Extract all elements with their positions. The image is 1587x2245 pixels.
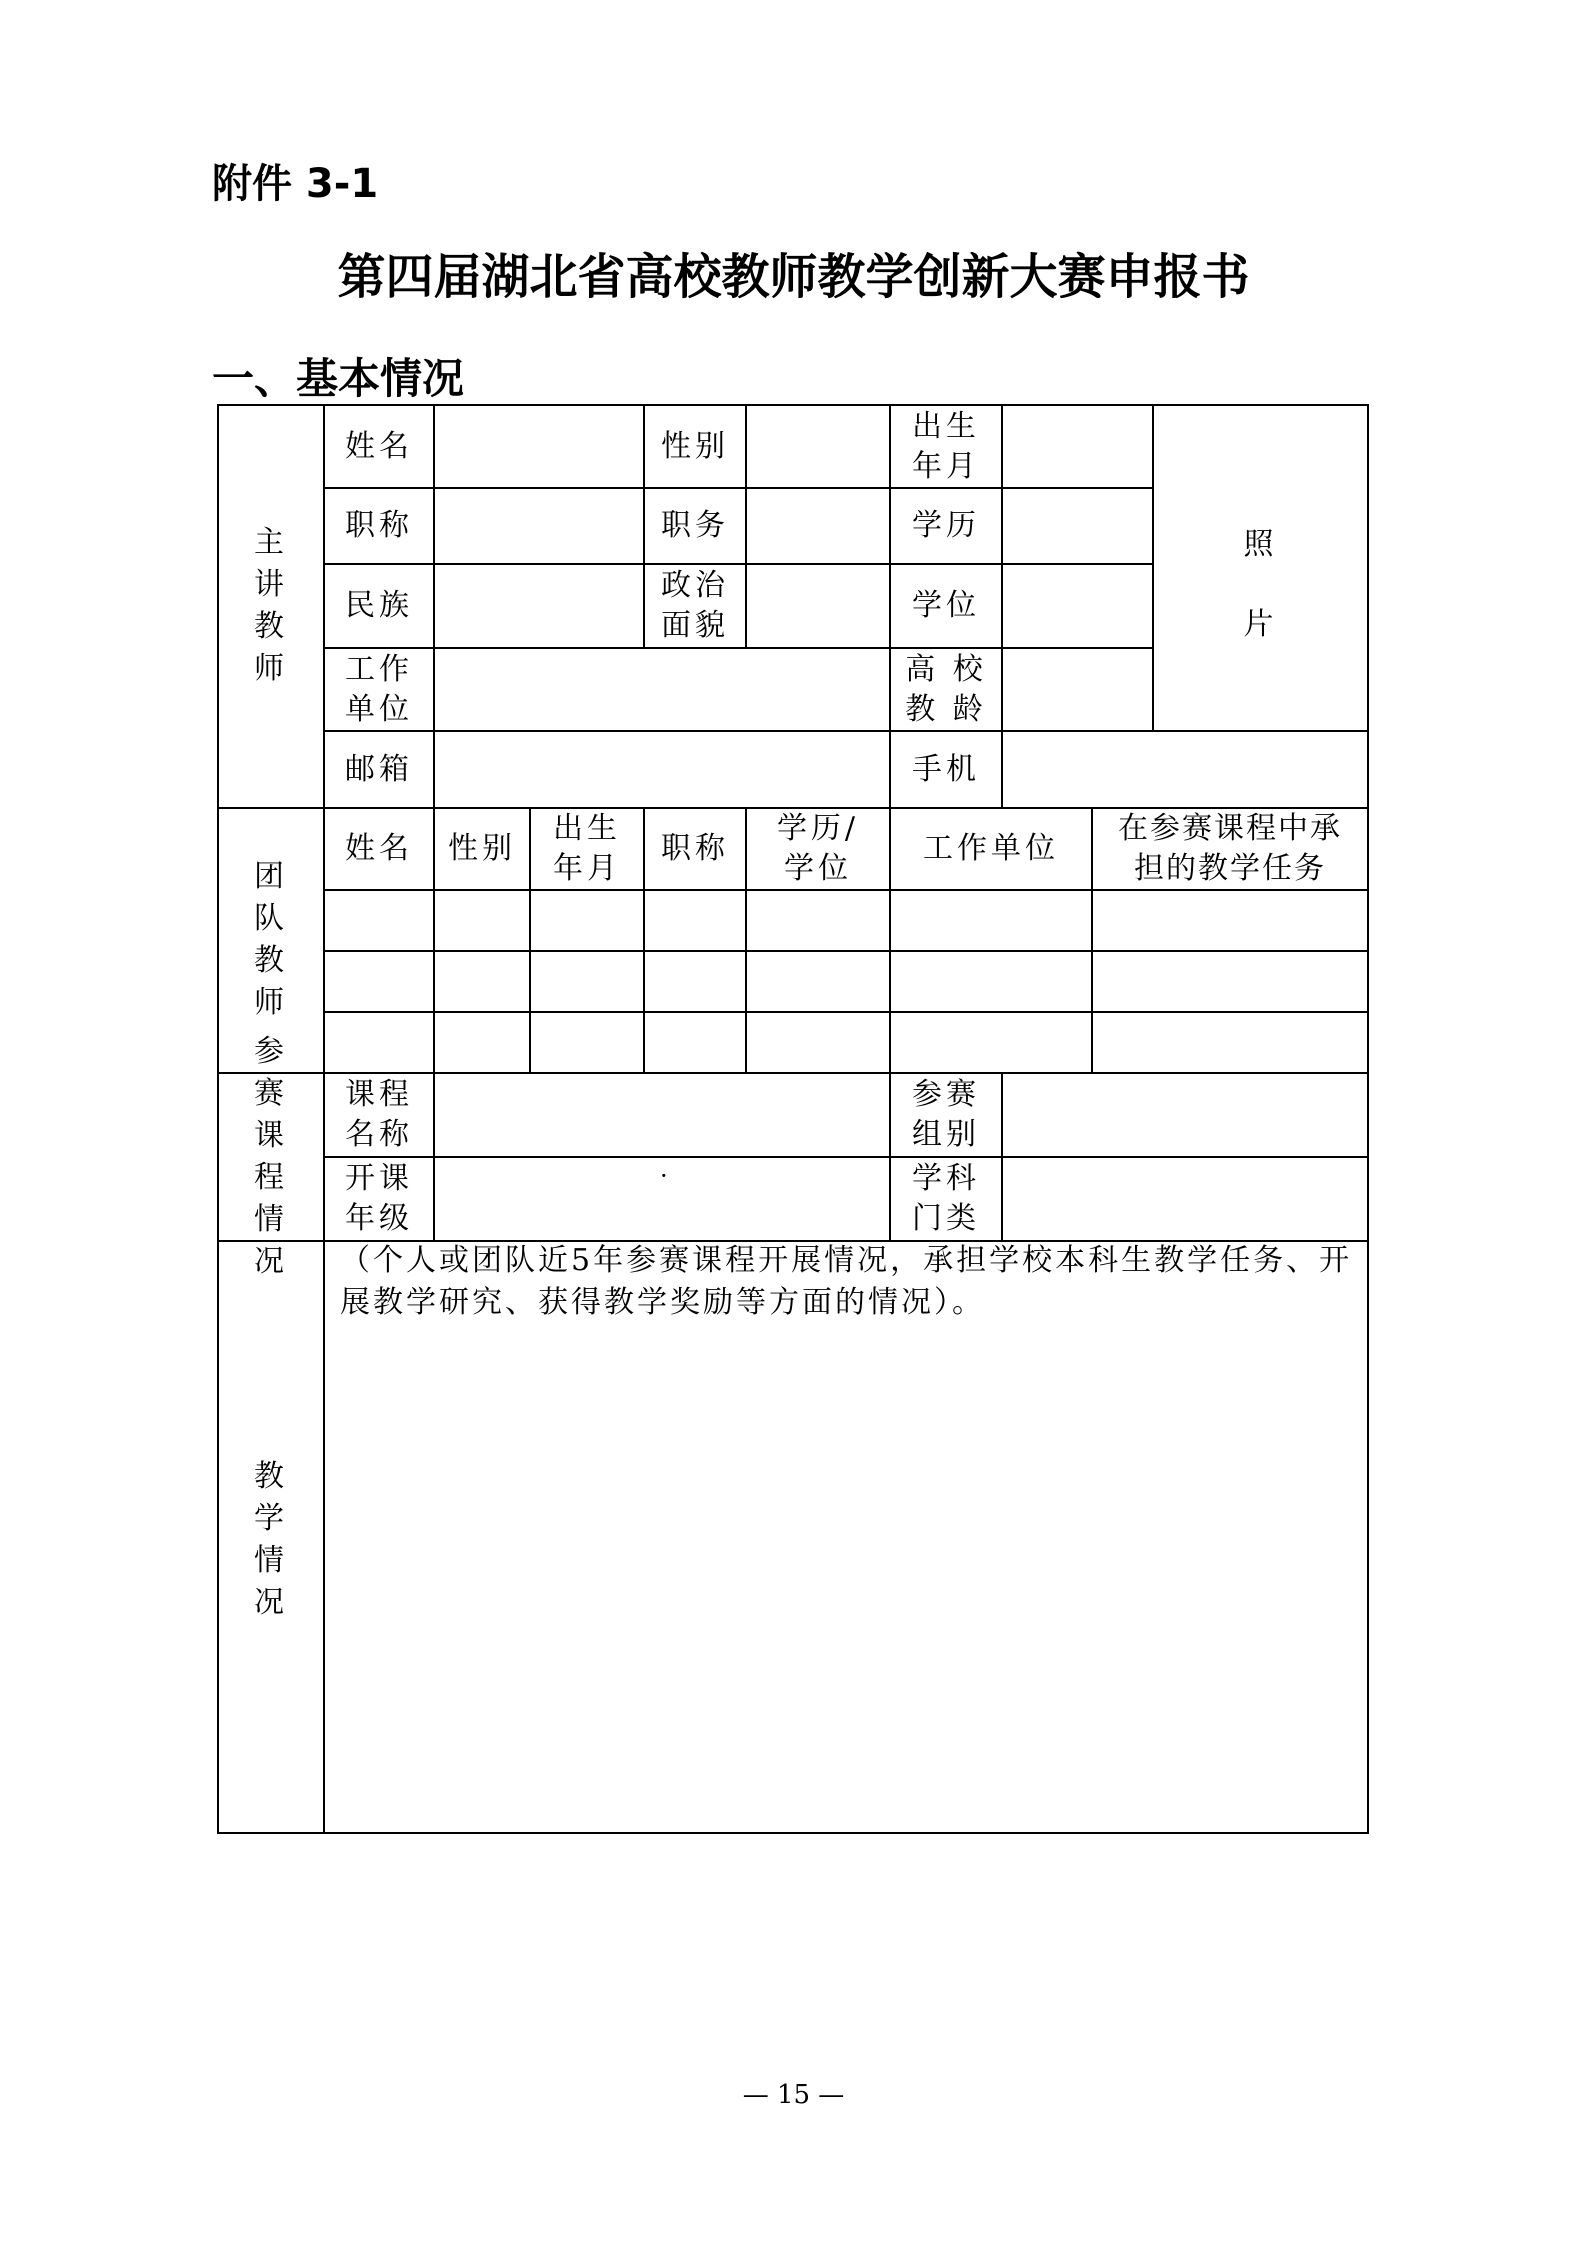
label-ethnicity: 民族 (345, 588, 413, 623)
teaching-info-note: （个人或团队近5年参赛课程开展情况，承担学校本科生教学任务、开展教学研究、获得教学奖励等方面的情况）。 (340, 1243, 1353, 1320)
document-title: 第四届湖北省高校教师教学创新大赛申报书 (337, 249, 1250, 305)
attachment-label: 附件 3-1 (212, 161, 379, 207)
label-gender: 性别 (661, 428, 729, 464)
team-header-name: 姓名 (345, 831, 413, 866)
label-email: 邮箱 (345, 751, 413, 787)
section-title: 一、基本情况 (212, 354, 465, 403)
label-birth: 出生 年月 (912, 408, 980, 484)
photo-label-top: 照 (1243, 527, 1278, 562)
label-name: 姓名 (345, 428, 413, 464)
label-title: 职称 (345, 508, 413, 543)
label-course-discipline: 学科 门类 (912, 1161, 980, 1236)
label-political: 政治 面貌 (661, 568, 729, 643)
label-phone: 手机 (912, 751, 980, 787)
label-course-grade: 开课 年级 (345, 1161, 413, 1236)
page-number: — 15 — (742, 2080, 845, 2110)
label-course-name: 课程 名称 (345, 1077, 413, 1152)
label-course-category: 参赛 组别 (912, 1077, 980, 1152)
team-header-education: 学历/ 学位 (776, 811, 860, 886)
photo-label-bottom: 片 (1243, 607, 1278, 642)
team-header-title: 职称 (661, 831, 729, 866)
team-header-gender: 性别 (448, 831, 516, 866)
teaching-info-label: 教 学 情 况 (254, 1459, 288, 1620)
label-education: 学历 (912, 508, 980, 543)
team-header-birth: 出生 年月 (553, 811, 621, 886)
label-position: 职务 (661, 508, 729, 543)
team-teacher-label: 团队 教师 (254, 859, 288, 1020)
label-work-unit: 工作 单位 (345, 651, 413, 727)
stray-dot: · (660, 1162, 668, 1190)
main-teacher-label: 主讲 教师 (254, 525, 288, 686)
team-header-work-unit: 工作单位 (923, 831, 1059, 866)
label-teaching-years: 高 校 教 龄 (905, 651, 987, 727)
label-degree: 学位 (912, 588, 980, 623)
course-info-label: 参赛 课程 情况 (254, 1034, 288, 1279)
team-header-task: 在参赛课程中承 担的教学任务 (1118, 811, 1342, 886)
